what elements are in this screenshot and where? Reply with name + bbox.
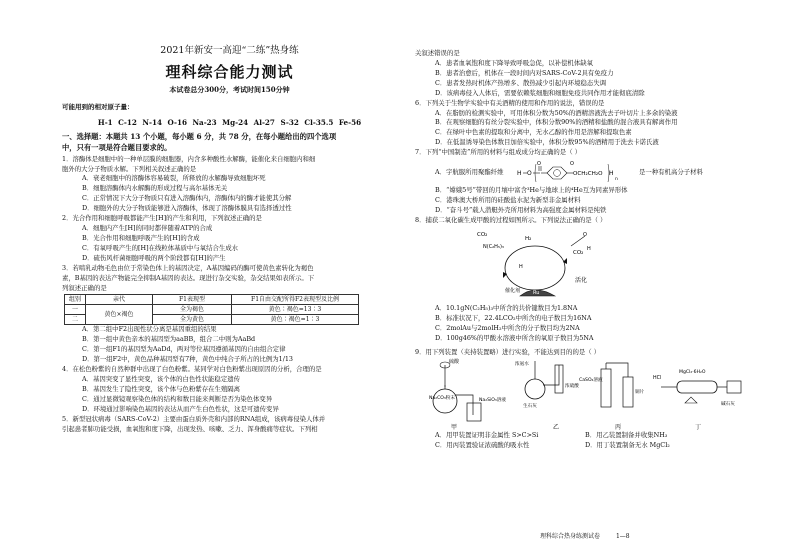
svg-text:O: O (527, 170, 532, 178)
right-column (415, 49, 745, 451)
q8-figure (415, 226, 745, 304)
table-header: 亲代 (86, 294, 153, 304)
label-na2co3: Na₂CO₃粉末 (429, 396, 455, 402)
apparatus-jia (429, 358, 506, 431)
svg-text:O: O (537, 161, 541, 168)
question-line: 2．光合作用和细胞呼吸都能产生[H]的产生和利用，下列叙述正确的是 (62, 214, 262, 223)
label-co2: CO₂ (477, 231, 488, 238)
q7-a-text: A．宇航服所用聚酯纤维 (435, 168, 504, 177)
score-line: 本试卷总分300分，考试时间150分钟 (169, 84, 290, 94)
q7-a-text-2: 是一种有机高分子材料 (639, 168, 703, 177)
right-questions (415, 49, 745, 158)
question-line: 6．下列关于生物学实验中有关酒精的使用和作用的说法，错误的是 (415, 98, 605, 107)
option-line: A．细胞内产生[H]的同时都伴随着ATP的合成 (82, 224, 213, 233)
label-copper: 铜片 (635, 390, 645, 396)
question-line: 引起患者肺功能受损，血氧饱和度下降，出现发热、咳嗽、乏力、浑身酸痛等症状。下列相 (62, 424, 318, 433)
option-line: B．基因发生了隐性突变，该个体与色粉紫存在生殖隔离 (82, 384, 241, 393)
option-line: C．正常情况下大分子物质只有进入溶酶体内，溶酶体内的酶才能使其分解 (82, 194, 292, 203)
option-line: D．细胞外的大分子物质能够进入溶酶体，体现了溶酶体膜具有选择透过性 (82, 204, 292, 213)
label-hcl: HCl (653, 376, 662, 382)
option-line: D．该病毒侵入人体后，需要依赖浆细胞和细胞免疫共同作用才能彻底清除 (435, 88, 645, 97)
atomic-mass-label: 可能用到的相对原子量： (62, 102, 134, 111)
catalytic-cycle-diagram (475, 226, 605, 304)
q9-option: D．用丁装置制备无水 MgCl₂ (585, 441, 670, 450)
option-line: C．通过显微镜观察染色体的结构和数目能来判断是否为染色体变异 (82, 394, 273, 403)
q9-option: B．用乙装置制备并收集NH₃ (585, 431, 668, 440)
label-h2: H₂ (525, 235, 532, 242)
option-line: A．在脂肪的检测实验中，可用体积分数为50%的酒精溶液洗去子叶切片上多余的染液 (435, 108, 678, 117)
left-questions-2 (62, 325, 397, 434)
label-activate: 活化 (575, 276, 588, 284)
question-line: 列叙述正确的是 (62, 283, 107, 292)
option-line: D．第一组F2中，黄色品种基因型有7种，黄色中纯合子所占的比例为1/13 (82, 355, 293, 364)
option-line: B．第一组中黄色亲本的基因型为aaBB，组合二中则为AaBd (82, 335, 256, 344)
label-sulfuric: 硫酸 (449, 359, 460, 366)
q9-figure (415, 357, 745, 431)
q9-option: A．用甲装置证明非金属性 S>C>Si (435, 431, 539, 440)
option-line: A．衰老细胞中的溶酶体容易破裂，所释放的水解酶导致细胞坏死 (82, 174, 266, 183)
label-ru: Ru (533, 289, 540, 296)
option-line: B．在观察细胞的有丝分裂实验中，体积分数90%的酒精和盐酸的混合液具有解离作用 (435, 118, 678, 127)
label-amine: N(C₂H₅)₃ (483, 243, 504, 250)
label-co2-2: CO₂ (573, 249, 584, 256)
svg-text:OCH₂CH₂O: OCH₂CH₂O (573, 171, 603, 178)
question-line: 1．溶酶体是细胞中的一种单层膜的细胞器，内含多种酸性水解酶，能催化来自细胞内和细 (62, 154, 316, 163)
q9-option: C．用丙装置验证浓硫酸的吸水性 (435, 441, 530, 450)
option-line: C．在绿叶中色素的提取和分离中，无水乙醇的作用是溶解和提取色素 (435, 128, 632, 137)
apparatus-ding (653, 369, 741, 431)
left-questions (62, 155, 397, 294)
page-number: 1—8 (615, 533, 630, 540)
question-line: 5．新型冠状病毒（SARS-CoV-2）主要由蛋白质外壳和内部的RNA组成，该病毒侵染人体并 (62, 414, 326, 423)
svg-text:O: O (583, 231, 587, 238)
option-line: D．硫伤风杆菌细胞呼吸的两个阶段都有[H]的产生 (82, 253, 226, 262)
question-line: 3．若啮乳动物毛色由位于常染色体上的基因决定，A基因编码的酶可使黄色素转化为褐色 (62, 263, 314, 272)
question-line: 7．下列“中国制造”所用的材料与组成成分均正确的是（ ） (415, 148, 582, 157)
option-line: D．环境通过影响染色基因的表达从而产生白色性状，这是可遗传变异 (82, 404, 279, 413)
q8-option: B．标准状况下，22.4LCO₂中所含的电子数目为16NA (435, 313, 592, 322)
q8-options (415, 304, 745, 344)
option-line: B．患者治愈后，机体在一段时间内对SARS-CoV-2具有免疫力 (435, 68, 614, 77)
atomic-masses: H-1 C-12 N-14 O-16 Na-23 Mg-24 Al-27 S-32 Cl-35.5 Fe-56 (97, 117, 362, 127)
caption-jia: 甲 (451, 424, 458, 432)
label-conc-sulfuric: 浓硫酸 (565, 384, 579, 390)
q7-option-b: B．“嫦娥5号”带回的月壤中富含³He与地球上的⁴He互为同素异形体 (435, 186, 628, 195)
q7-option-c: C．港珠澳大桥所用的硅酸盐水泥为新型非金属材料 (435, 196, 581, 205)
exam-title: 理科综合能力测试 (165, 62, 294, 81)
apparatus-diagram (415, 357, 745, 431)
option-line: A．患者血氧饱和度下降导致呼吸急促，以补偿机体缺氧 (435, 58, 593, 67)
q9-stem: 9．用下列装置（夹持装置略）进行实验，不能达到目的的是（ ） (415, 347, 601, 356)
svg-text:H: H (587, 245, 591, 252)
option-line: C．患者发热时机体产热增多、散热减少引起内环境稳态失调 (435, 78, 607, 87)
question-line: 素，B基因的表达产物能完全抑制A基因的表达。现进行杂交实验，杂交结果如表所示。下 (62, 273, 315, 282)
footer-text: 理科综合热身练测试卷 (540, 533, 601, 540)
label-lime: 生石灰 (523, 404, 537, 410)
table-header: F1自由交配所得F2表现型及比例 (232, 294, 359, 304)
table-header: F1表现型 (153, 294, 232, 304)
table-cell: 全为褐色 (153, 304, 232, 314)
label-caso4: CaSO₄溶液 (579, 378, 603, 384)
question-line: 4．在松色粉紫的自然种群中出现了白色粉紫。某同学对白色粉紫出现原因的分析，合理的是 (62, 365, 322, 374)
genetics-table (64, 294, 359, 326)
section-heading: 一、选择题：本题共 13 个小题，每小题 6 分，共 78 分，在每小题给出的四个选项 (62, 132, 337, 142)
table-cell: 黄色×褐色 (86, 304, 153, 325)
q8-option: C．2molAu与2molH₂中所含的分子数目均为2NA (435, 323, 580, 332)
q8-stem: 8．捕获二氧化碳生成甲酸的过程如图所示。下列说法正确的是（ ） (415, 215, 607, 224)
question-line: 关叙述错误的是 (415, 49, 460, 57)
q9-options (415, 431, 745, 451)
q7-option-a (415, 158, 745, 186)
left-column (62, 0, 397, 435)
label-h: H (519, 263, 523, 270)
option-line: D．在低温诱导染色体数目加倍实验中，体积分数95%的酒精用于洗去卡诺氏液 (435, 138, 659, 147)
page-footer (540, 532, 630, 541)
label-ammonia: 浓氨水 (515, 362, 529, 368)
svg-text:O: O (570, 161, 574, 168)
apparatus-yi (515, 360, 579, 431)
q8-option: A．10.1gN(C₂H₅)₃中所含的共价键数目为1.8NA (435, 303, 578, 312)
label-catalyst: 催化剂 (505, 287, 521, 294)
svg-text:n: n (615, 177, 618, 183)
option-line: C．第一组F1的基因型为AaDd，两对等位基因遵循基因的自由组合定律 (82, 345, 286, 354)
label-na2sio3: Na₂SiO₃溶液 (479, 398, 506, 404)
svg-text:H: H (609, 170, 614, 178)
caption-yi: 乙 (553, 424, 560, 432)
label-mgcl2: MgCl₂·6H₂O (679, 370, 706, 376)
caption-ding: 丁 (695, 424, 702, 432)
table-cell: 一 (65, 304, 86, 314)
caption-bing: 丙 (615, 424, 622, 432)
table-cell: 黄色∶褐色=1∶3 (232, 315, 359, 325)
section-heading-2: 中，只有一项是符合题目要求的。 (62, 143, 172, 153)
exam-subtitle: 2021年新安一高迎“二练”热身练 (160, 45, 299, 56)
question-line: 胞外的大分子物质水解。下列相关叙述正确的是 (62, 164, 197, 173)
label-soda-lime: 碱石灰 (721, 402, 735, 408)
option-line: C．有氧呼吸产生的[H]在线粒体基质中与氧结合生成水 (82, 243, 239, 252)
apparatus-bing (579, 363, 645, 431)
q7-option-d: D．“奋斗号”载人潜艇外壳所用材料为高强度金属材料是纯铁 (435, 205, 607, 214)
option-line: B．光合作用和细胞呼吸产生的[H]的含成 (82, 234, 200, 242)
polyester-structure (517, 158, 637, 186)
option-line: B．细胞溶酶体内水解酶的形成过程与高尔基体无关 (82, 184, 228, 193)
q8-option: D．100g46%的甲酸水溶液中所含的氧原子数目为5NA (435, 333, 594, 342)
table-cell: 二 (65, 315, 86, 325)
option-line: A．基因突变了显性突变，该个体的白色性状能稳定遗传 (82, 375, 240, 384)
table-cell: 全为黄色 (153, 315, 232, 325)
table-cell: 黄色∶褐色=13∶3 (232, 304, 359, 314)
table-header: 组别 (65, 294, 86, 304)
svg-text:H: H (517, 170, 522, 178)
option-line: A．第二组中F2出现性状分离是基因重组的结果 (82, 325, 217, 334)
